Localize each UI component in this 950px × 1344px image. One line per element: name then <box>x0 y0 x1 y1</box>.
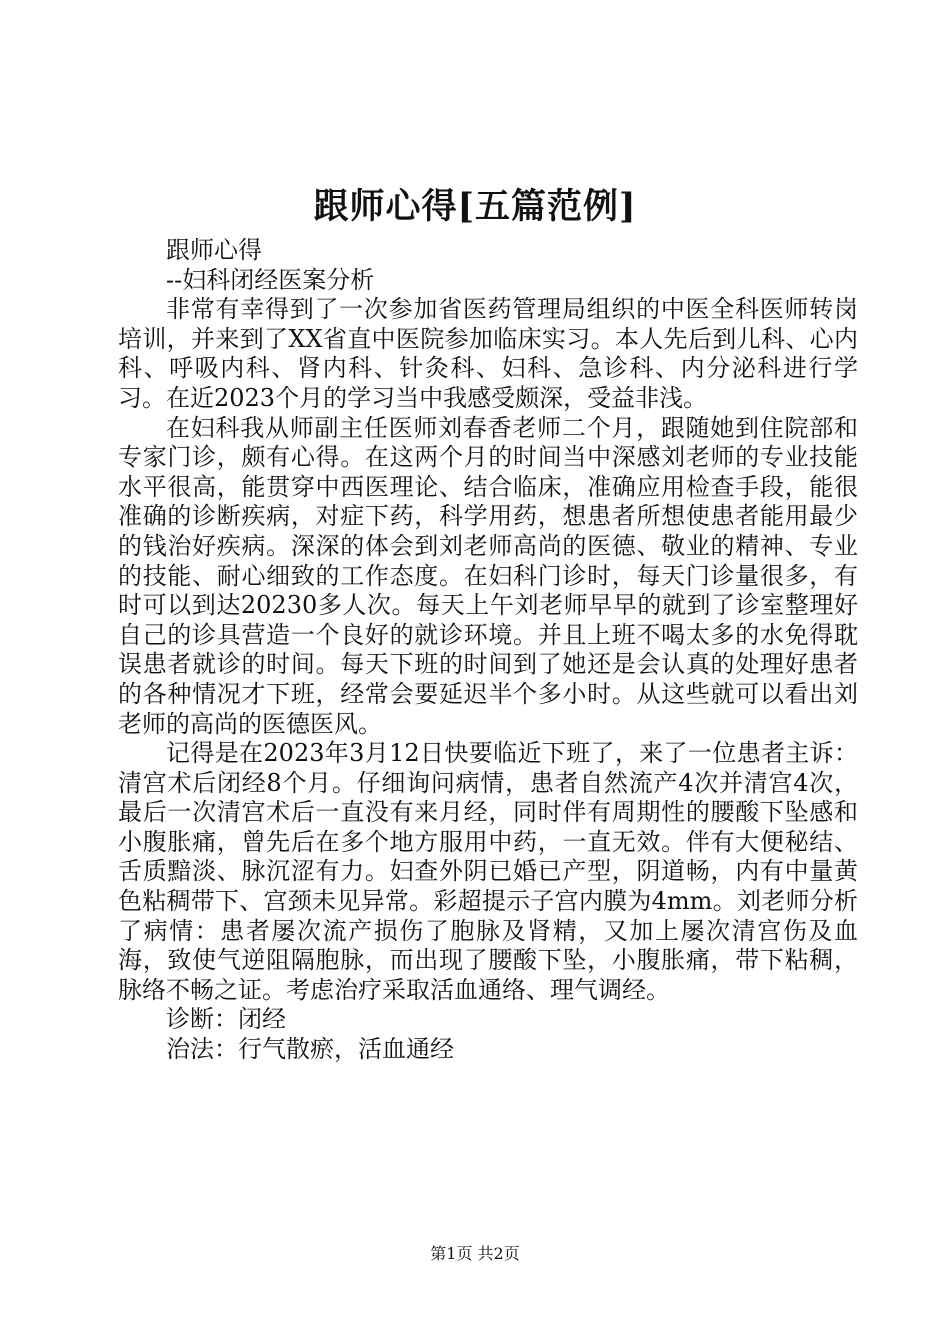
subtitle-line-2: --妇科闭经医案分析 <box>166 265 375 294</box>
subtitle-line-1: 跟师心得 <box>166 236 262 264</box>
body-paragraph: 非常有幸得到了一次参加省医药管理局组织的中医全科医师转岗培训，并来到了XX省直中医院参加临床实习。本人先后到儿科、心内科、呼吸内科、肾内科、针灸科、妇科、急诊科、内分泌科进行学习。在近2023个月的学习当中我感受颇深，受益非浅。 <box>118 295 858 412</box>
diagnosis-line: 诊断：闭经 <box>166 1005 286 1034</box>
page-number: 第1页 共2页 <box>430 1244 520 1263</box>
body-paragraph: 记得是在2023年3月12日快要临近下班了，来了一位患者主诉：清宫术后闭经8个月。仔细询问病情，患者自然流产4次并清宫4次，最后一次清宫术后一直没有来月经，同时伴有周期性的腰酸下坠感和小腹胀痛，曾先后在多个地方服用中药，一直无效。伴有大便秘结、舌质黯淡、脉沉涩有力。妇查外阴已婚已产型，阴道畅，内有中量黄色粘稠带下、宫颈未见异常。彩超提示子宫内膜为4mm。刘老师分析了病情：患者屡次流产损伤了胞脉及肾精，又加上屡次清宫伤及血海，致使气逆阻隔胞脉，而出现了腰酸下坠，小腹胀痛，带下粘稠，脉络不畅之证。考虑治疗采取活血通络、理气调经。 <box>118 739 858 1004</box>
treatment-line: 治法：行气散瘀，活血通经 <box>166 1035 454 1064</box>
document-title: 跟师心得[五篇范例] <box>313 186 637 227</box>
body-paragraph: 在妇科我从师副主任医师刘春香老师二个月，跟随她到住院部和专家门诊，颇有心得。在这两个月的时间当中深感刘老师的专业技能水平很高，能贯穿中西医理论、结合临床，准确应用检查手段，能很准确的诊断疾病，对症下药，科学用药，想患者所想使患者能用最少的钱治好疾病。深深的体会到刘老师高尚的医德、敬业的精神、专业的技能、耐心细致的工作态度。在妇科门诊时，每天门诊量很多，有时可以到达20230多人次。每天上午刘老师早早的就到了诊室整理好自己的诊具营造一个良好的就诊环境。并且上班不喝太多的水免得耽误患者就诊的时间。每天下班的时间到了她还是会认真的处理好患者的各种情况才下班，经常会要延迟半个多小时。从这些就可以看出刘老师的高尚的医德医风。 <box>118 413 858 738</box>
document-body <box>118 236 858 1065</box>
